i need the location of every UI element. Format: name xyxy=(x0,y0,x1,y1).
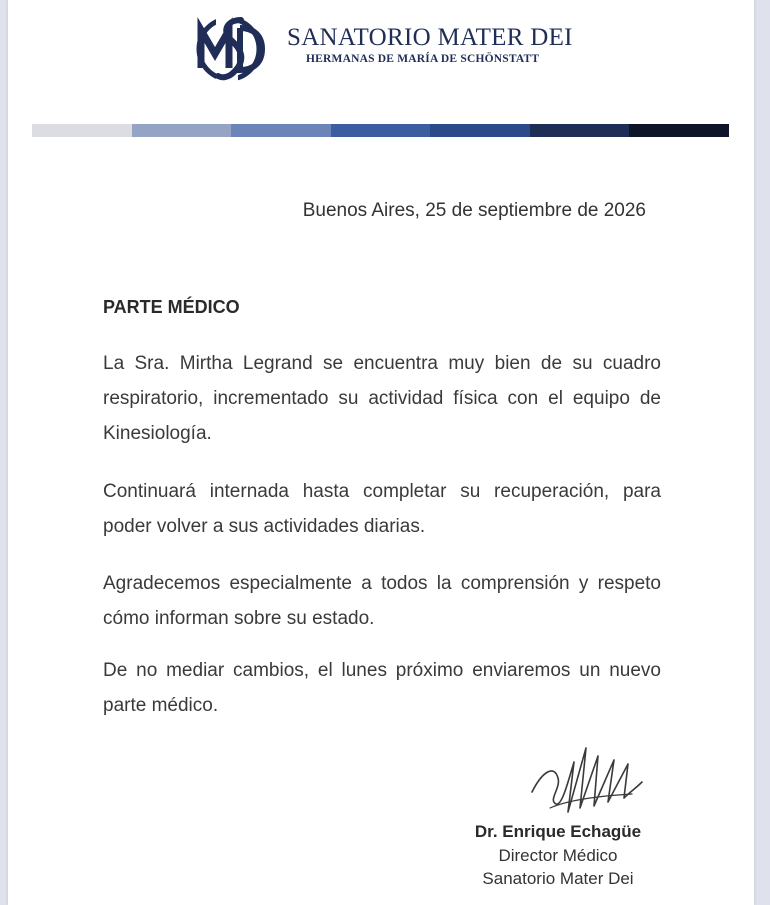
letter-page xyxy=(8,0,754,905)
color-bar-segment xyxy=(132,124,232,137)
color-bar-segment xyxy=(331,124,431,137)
handwritten-signature xyxy=(528,742,648,820)
background-right-edge xyxy=(754,0,770,905)
signatory-organization: Sanatorio Mater Dei xyxy=(482,869,634,888)
color-bar-segment xyxy=(32,124,132,137)
body-paragraph: Agradecemos especialmente a todos la comprensión y respeto cómo informan sobre su estado. xyxy=(103,573,661,629)
color-bar xyxy=(32,124,729,137)
signatory-role: Director Médico xyxy=(498,846,618,865)
letter-heading: PARTE MÉDICO xyxy=(103,297,240,317)
msd-logo-icon xyxy=(184,6,272,88)
date-line: Buenos Aires, 25 de septiembre de 2026 xyxy=(302,200,646,221)
color-bar-segment xyxy=(629,124,729,137)
color-bar-segment xyxy=(530,124,630,137)
body-paragraph: De no mediar cambios, el lunes próximo enviaremos un nuevo parte médico. xyxy=(103,660,661,716)
color-bar-segment xyxy=(430,124,530,137)
institution-name: SANATORIO MATER DEI xyxy=(287,24,573,51)
body-paragraph: Continuará internada hasta completar su recuperación, para poder volver a sus actividades diarias. xyxy=(103,481,661,537)
color-bar-segment xyxy=(231,124,331,137)
institution-subtitle: HERMANAS DE MARÍA DE SCHÖNSTATT xyxy=(306,53,540,65)
signatory-name: Dr. Enrique Echagüe xyxy=(474,822,642,841)
background-left-edge xyxy=(0,0,8,905)
body-paragraph: La Sra. Mirtha Legrand se encuentra muy bien de su cuadro respiratorio, incrementado su actividad física con el equipo de Kinesiología. xyxy=(103,353,661,444)
